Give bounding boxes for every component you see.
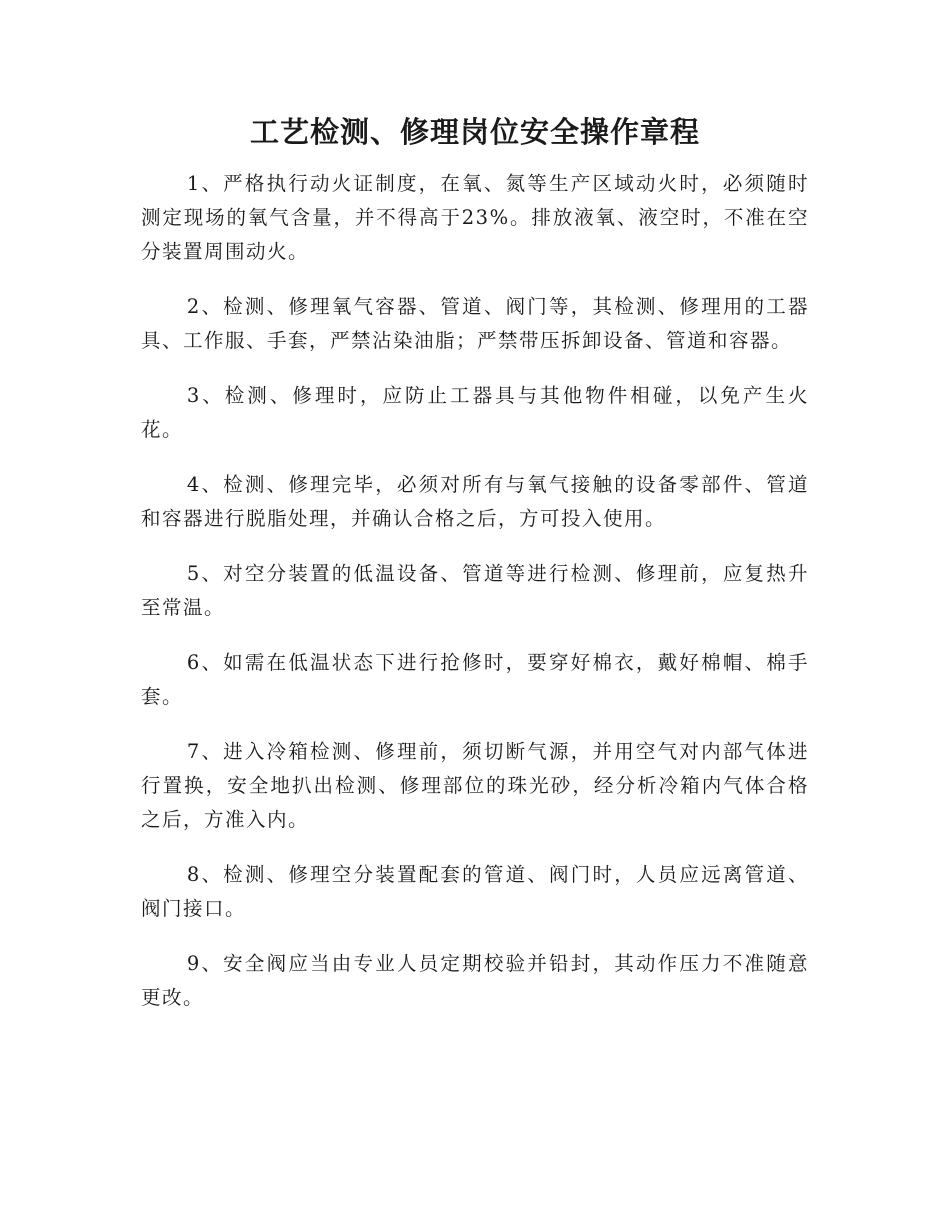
paragraph-4: 4、检测、修理完毕，必须对所有与氧气接触的设备零部件、管道和容器进行脱脂处理，并确认合格之后，方可投入使用。: [141, 473, 809, 530]
paragraph-6: 6、如需在低温状态下进行抢修时，要穿好棉衣，戴好棉帽、棉手套。: [141, 651, 809, 708]
paragraph-1: 1、严格执行动火证制度，在氧、氮等生产区域动火时，必须随时测定现场的氧气含量，并不得高于23%。排放液氧、液空时，不准在空分装置周围动火。: [141, 172, 809, 263]
document-body: [141, 167, 809, 1015]
paragraph-5: 5、对空分装置的低温设备、管道等进行检测、修理前，应复热升至常温。: [141, 562, 809, 619]
paragraph-3: 3、检测、修理时，应防止工器具与其他物件相碰，以免产生火花。: [141, 384, 809, 441]
paragraph-2: 2、检测、修理氧气容器、管道、阀门等，其检测、修理用的工器具、工作服、手套，严禁沾染油脂；严禁带压拆卸设备、管道和容器。: [141, 295, 809, 352]
paragraph-9: 9、安全阀应当由专业人员定期校验并铅封，其动作压力不准随意更改。: [141, 952, 809, 1009]
document-title: 工艺检测、修理岗位安全操作章程: [249, 115, 700, 149]
paragraph-7: 7、进入冷箱检测、修理前，须切断气源，并用空气对内部气体进行置换，安全地扒出检测、修理部位的珠光砂，经分析冷箱内气体合格之后，方准入内。: [141, 740, 809, 831]
paragraph-8: 8、检测、修理空分装置配套的管道、阀门时，人员应远离管道、阀门接口。: [141, 863, 809, 920]
